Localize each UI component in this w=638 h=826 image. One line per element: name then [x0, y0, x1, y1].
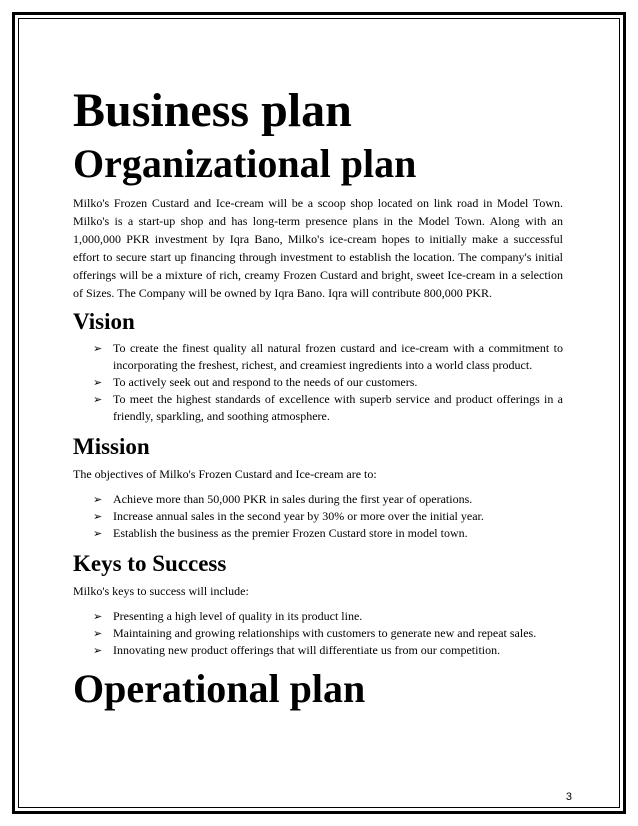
list-item: ➢ To create the finest quality all natural frozen custard and ice-cream with a commitment to incorporating the freshest, richest, and creamiest ingredients into a world class product.	[93, 341, 563, 372]
list-item: ➢ Establish the business as the premier Frozen Custard store in model town.	[93, 526, 468, 540]
mission-heading: Mission	[73, 434, 150, 459]
vision-heading: Vision	[73, 309, 135, 334]
organizational-plan-heading: Organizational plan	[73, 141, 417, 186]
arrow-bullet-icon: ➢	[93, 393, 103, 406]
list-item: ➢ To meet the highest standards of excellence with superb service and product offerings in a friendly, sparkling, and soothing atmosphere.	[93, 392, 563, 423]
document-title: Business plan	[73, 84, 352, 137]
arrow-bullet-icon: ➢	[93, 342, 103, 355]
list-item: ➢ Achieve more than 50,000 PKR in sales during the first year of operations.	[93, 492, 473, 506]
vision-list	[73, 340, 563, 425]
keys-to-success-list	[73, 608, 563, 659]
list-item: ➢ Presenting a high level of quality in its product line.	[93, 609, 363, 623]
keys-to-success-heading: Keys to Success	[73, 551, 227, 576]
mission-list	[73, 491, 563, 542]
page-number: 3	[565, 791, 572, 803]
arrow-bullet-icon: ➢	[93, 644, 103, 657]
arrow-bullet-icon: ➢	[93, 510, 103, 523]
arrow-bullet-icon: ➢	[93, 610, 103, 623]
list-item: ➢ To actively seek out and respond to the needs of our customers.	[93, 375, 418, 389]
arrow-bullet-icon: ➢	[93, 376, 103, 389]
arrow-bullet-icon: ➢	[93, 527, 103, 540]
list-item: ➢ Maintaining and growing relationships with customers to generate new and repeat sales.	[93, 626, 537, 640]
list-item: ➢ Increase annual sales in the second year by 30% or more over the initial year.	[93, 509, 484, 523]
page-content	[73, 86, 563, 711]
arrow-bullet-icon: ➢	[93, 493, 103, 506]
intro-paragraph: Milko's Frozen Custard and Ice-cream will be a scoop shop located on link road in Model Town. Milko's is a start-up shop and has long-term presence plans in the Model Town. Along with an 1,000,000 PKR investment by Iqra Bano, Milko's ice-cream hopes to initially make a successful effort to secure start up financing through investment to establish the location. The company's initial offerings will be a mixture of rich, creamy Frozen Custard and bright, sweet Ice-cream in a selection of Sizes. The Company will be owned by Iqra Bano. Iqra will contribute 800,000 PKR.	[73, 196, 563, 300]
list-item: ➢ Innovating new product offerings that will differentiate us from our competition.	[93, 643, 501, 657]
keys-to-success-intro: Milko's keys to success will include:	[73, 584, 249, 598]
mission-intro: The objectives of Milko's Frozen Custard and Ice-cream are to:	[73, 467, 377, 481]
arrow-bullet-icon: ➢	[93, 627, 103, 640]
operational-plan-heading: Operational plan	[73, 666, 366, 711]
